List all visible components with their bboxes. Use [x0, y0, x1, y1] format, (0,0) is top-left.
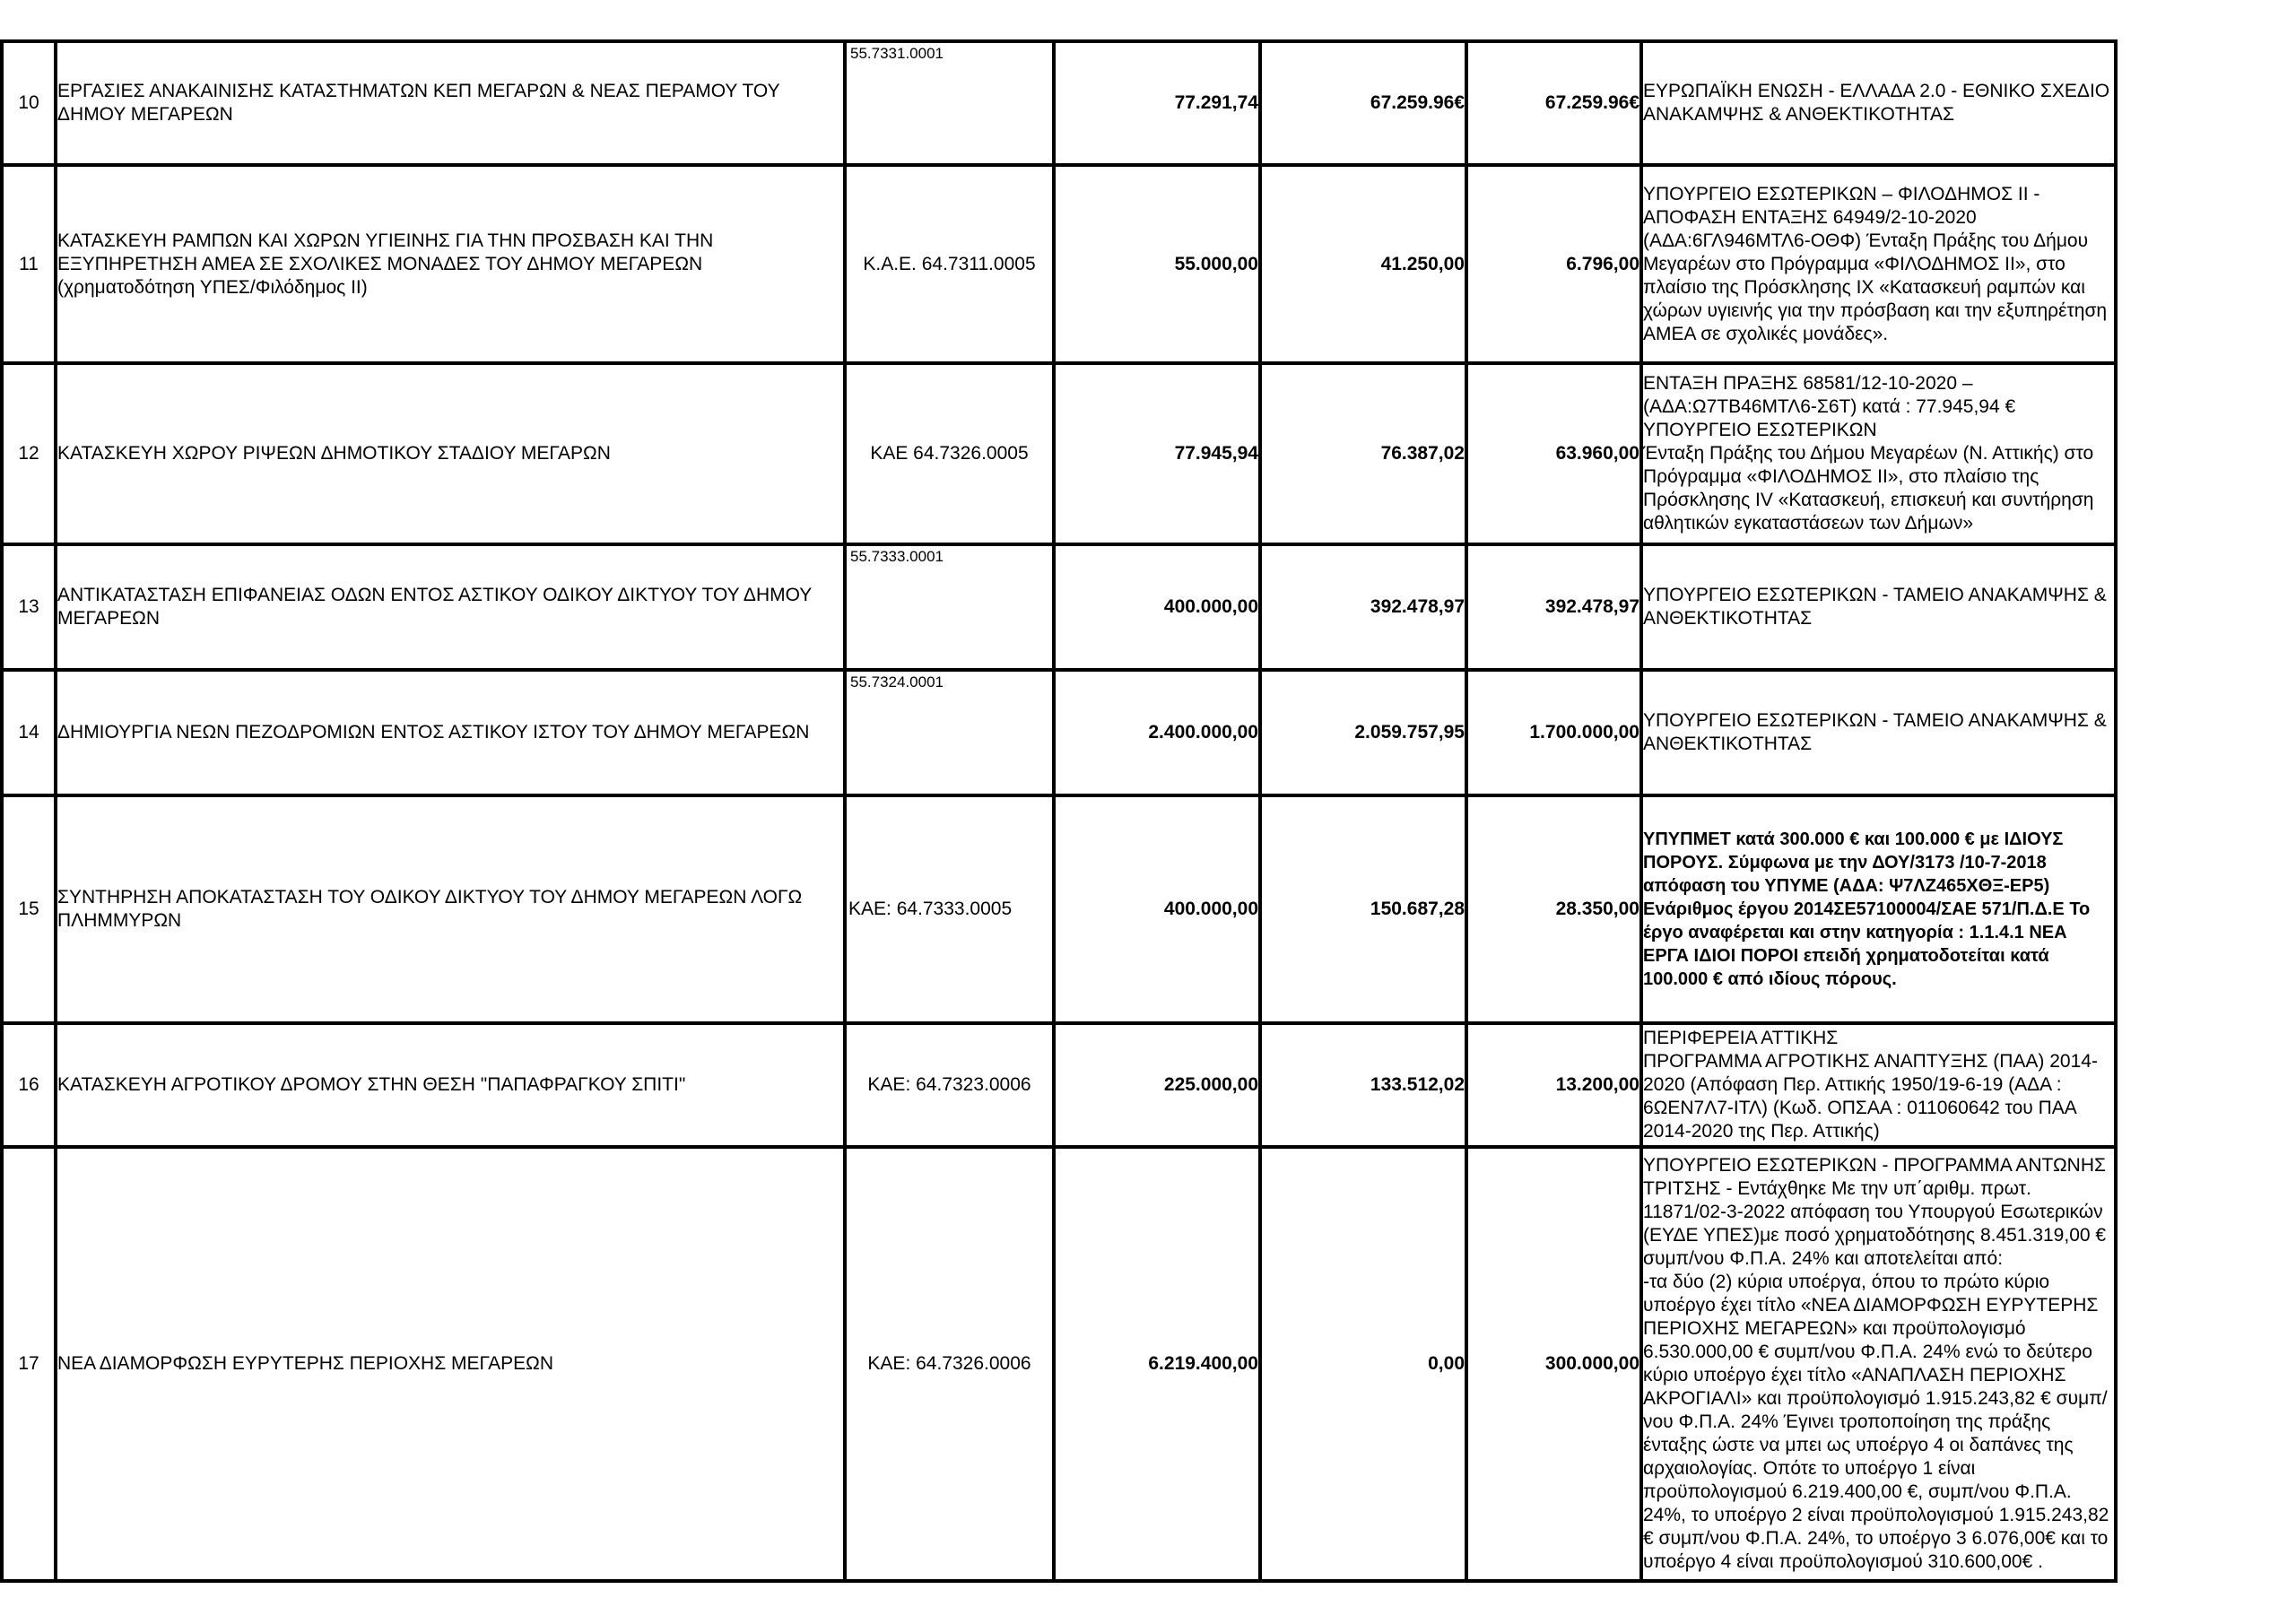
- budget-amount: 6.219.400,00: [1054, 1147, 1260, 1581]
- contract-amount: 2.059.757,95: [1260, 670, 1466, 795]
- budget-amount: 55.000,00: [1054, 165, 1260, 363]
- payment-amount: 63.960,00: [1466, 363, 1641, 544]
- funding-source: ΥΠΥΠΜΕΤ κατά 300.000 € και 100.000 € με ΙΔΙΟΥΣ ΠΟΡΟΥΣ. Σύμφωνα με την ΔΟΥ/3173 /10-7-2018 απόφαση του ΥΠΥΜΕ (ΑΔΑ: Ψ7ΛΖ465ΧΘΞ-ΕΡ5) Ενάριθμος έργου 2014ΣΕ57100004/ΣΑΕ 571/Π.Δ.Ε Το έργο αναφέρεται και στην κατηγορία : 1.1.4.1 ΝΕΑ ΕΡΓΑ ΙΔΙΟΙ ΠΟΡΟΙ επειδή χρηματοδοτείται κατά 100.000 € από ιδίους πόρους.: [1641, 795, 2116, 1023]
- row-number: 10: [2, 41, 56, 165]
- row-number: 11: [2, 165, 56, 363]
- contract-amount: 67.259.96€: [1260, 41, 1466, 165]
- funding-source: ΥΠΟΥΡΓΕΙΟ ΕΣΩΤΕΡΙΚΩΝ - ΠΡΟΓΡΑΜΜΑ ΑΝΤΩΝΗΣ ΤΡΙΤΣΗΣ - Εντάχθηκε Με την υπ΄αριθμ. πρωτ. 11871/02-3-2022 απόφαση του Υπουργού Εσωτερικών (ΕΥΔΕ ΥΠΕΣ)με ποσό χρηματοδότησης 8.451.319,00 € συμπ/νου Φ.Π.Α. 24% και αποτελείται από: -τα δύο (2) κύρια υποέργα, όπου το πρώτο κύριο υποέργο έχει τίτλο «ΝΕΑ ΔΙΑΜΟΡΦΩΣΗ ΕΥΡΥΤΕΡΗΣ ΠΕΡΙΟΧΗΣ ΜΕΓΑΡΕΩΝ» και προϋπολογισμό 6.530.000,00 € συμπ/νου Φ.Π.Α. 24% ενώ το δεύτερο κύριο υποέργο έχει τίτλο «ΑΝΑΠΛΑΣΗ ΠΕΡΙΟΧΗΣ ΑΚΡΟΓΙΑΛΙ» και προϋπολογισμό 1.915.243,82 € συμπ/νου Φ.Π.Α. 24% Έγινει τροποποίηση της πράξης ένταξης ώστε να μπει ως υποέργο 4 οι δαπάνες της αρχαιολογίας. Οπότε το υποέργο 1 είναι προϋπολογισμού 6.219.400,00 €, συμπ/νου Φ.Π.Α. 24%, το υποέργο 2 είναι προϋπολογισμού 1.915.243,82 € συμπ/νου Φ.Π.Α. 24%, το υποέργο 3 6.076,00€ και το υποέργο 4 είναι προϋπολογισμού 310.600,00€ .: [1641, 1147, 2116, 1581]
- contract-amount: 392.478,97: [1260, 544, 1466, 670]
- funding-source: ΠΕΡΙΦΕΡΕΙΑ ΑΤΤΙΚΗΣ ΠΡΟΓΡΑΜΜΑ ΑΓΡΟΤΙΚΗΣ ΑΝΑΠΤΥΞΗΣ (ΠΑΑ) 2014-2020 (Απόφαση Περ. Αττικής 1950/19-6-19 (ΑΔΑ : 6ΩΕΝ7Λ7-ΙΤΛ) (Κωδ. ΟΠΣΑΑ : 011060642 του ΠΑΑ 2014-2020 της Περ. Αττικής): [1641, 1023, 2116, 1147]
- kae-code: 55.7324.0001: [845, 670, 1054, 795]
- table-row: [2, 363, 2116, 544]
- projects-table: [0, 39, 2118, 1583]
- row-number: 17: [2, 1147, 56, 1581]
- contract-amount: 76.387,02: [1260, 363, 1466, 544]
- project-title: ΣΥΝΤΗΡΗΣΗ ΑΠΟΚΑΤΑΣΤΑΣΗ ΤΟΥ ΟΔΙΚΟΥ ΔΙΚΤΥΟΥ ΤΟΥ ΔΗΜΟΥ ΜΕΓΑΡΕΩΝ ΛΟΓΩ ΠΛΗΜΜΥΡΩΝ: [56, 795, 845, 1023]
- funding-source: ΥΠΟΥΡΓΕΙΟ ΕΣΩΤΕΡΙΚΩΝ - ΤΑΜΕΙΟ ΑΝΑΚΑΜΨΗΣ & ΑΝΘΕΚΤΙΚΟΤΗΤΑΣ: [1641, 670, 2116, 795]
- kae-code: ΚΑΕ: 64.7333.0005: [845, 795, 1054, 1023]
- kae-code: 55.7331.0001: [845, 41, 1054, 165]
- kae-code: ΚΑΕ 64.7326.0005: [845, 363, 1054, 544]
- contract-amount: 0,00: [1260, 1147, 1466, 1581]
- table-row: [2, 670, 2116, 795]
- table-row: [2, 41, 2116, 165]
- table-row: [2, 544, 2116, 670]
- row-number: 16: [2, 1023, 56, 1147]
- budget-amount: 400.000,00: [1054, 795, 1260, 1023]
- row-number: 15: [2, 795, 56, 1023]
- project-title: ΚΑΤΑΣΚΕΥΗ ΧΩΡΟΥ ΡΙΨΕΩΝ ΔΗΜΟΤΙΚΟΥ ΣΤΑΔΙΟΥ ΜΕΓΑΡΩΝ: [56, 363, 845, 544]
- project-title: ΕΡΓΑΣΙΕΣ ΑΝΑΚΑΙΝΙΣΗΣ ΚΑΤΑΣΤΗΜΑΤΩΝ ΚΕΠ ΜΕΓΑΡΩΝ & ΝΕΑΣ ΠΕΡΑΜΟΥ ΤΟΥ ΔΗΜΟΥ ΜΕΓΑΡΕΩΝ: [56, 41, 845, 165]
- payment-amount: 1.700.000,00: [1466, 670, 1641, 795]
- project-title: ΔΗΜΙΟΥΡΓΙΑ ΝΕΩΝ ΠΕΖΟΔΡΟΜΙΩΝ ΕΝΤΟΣ ΑΣΤΙΚΟΥ ΙΣΤΟΥ ΤΟΥ ΔΗΜΟΥ ΜΕΓΑΡΕΩΝ: [56, 670, 845, 795]
- contract-amount: 150.687,28: [1260, 795, 1466, 1023]
- row-number: 14: [2, 670, 56, 795]
- budget-amount: 225.000,00: [1054, 1023, 1260, 1147]
- payment-amount: 300.000,00: [1466, 1147, 1641, 1581]
- budget-amount: 77.291,74: [1054, 41, 1260, 165]
- row-number: 13: [2, 544, 56, 670]
- contract-amount: 41.250,00: [1260, 165, 1466, 363]
- funding-source: ΕΥΡΩΠΑΪΚΗ ΕΝΩΣΗ - ΕΛΛΑΔΑ 2.0 - ΕΘΝΙΚΟ ΣΧΕΔΙΟ ΑΝΑΚΑΜΨΗΣ & ΑΝΘΕΚΤΙΚΟΤΗΤΑΣ: [1641, 41, 2116, 165]
- kae-code: Κ.Α.Ε. 64.7311.0005: [845, 165, 1054, 363]
- budget-amount: 400.000,00: [1054, 544, 1260, 670]
- funding-source: ΕΝΤΑΞΗ ΠΡΑΞΗΣ 68581/12-10-2020 – (ΑΔΑ:Ω7ΤΒ46ΜΤΛ6-Σ6Τ) κατά : 77.945,94 € ΥΠΟΥΡΓΕΙΟ ΕΣΩΤΕΡΙΚΩΝ Ένταξη Πράξης του Δήμου Μεγαρέων (Ν. Αττικής) στο Πρόγραμμα «ΦΙΛΟΔΗΜΟΣ ΙΙ», στο πλαίσιο της Πρόσκλησης IV «Κατασκευή, επισκευή και συντήρηση αθλητικών εγκαταστάσεων των Δήμων»: [1641, 363, 2116, 544]
- table-row: [2, 1023, 2116, 1147]
- table-row: [2, 165, 2116, 363]
- kae-code: 55.7333.0001: [845, 544, 1054, 670]
- payment-amount: 67.259.96€: [1466, 41, 1641, 165]
- payment-amount: 392.478,97: [1466, 544, 1641, 670]
- payment-amount: 13.200,00: [1466, 1023, 1641, 1147]
- budget-amount: 77.945,94: [1054, 363, 1260, 544]
- budget-amount: 2.400.000,00: [1054, 670, 1260, 795]
- project-title: ΑΝΤΙΚΑΤΑΣΤΑΣΗ ΕΠΙΦΑΝΕΙΑΣ ΟΔΩΝ ΕΝΤΟΣ ΑΣΤΙΚΟΥ ΟΔΙΚΟΥ ΔΙΚΤΥΟΥ ΤΟΥ ΔΗΜΟΥ ΜΕΓΑΡΕΩΝ: [56, 544, 845, 670]
- row-number: 12: [2, 363, 56, 544]
- table-row: [2, 1147, 2116, 1581]
- kae-code: ΚΑΕ: 64.7323.0006: [845, 1023, 1054, 1147]
- project-title: ΚΑΤΑΣΚΕΥΗ ΡΑΜΠΩΝ ΚΑΙ ΧΩΡΩΝ ΥΓΙΕΙΝΗΣ ΓΙΑ ΤΗΝ ΠΡΟΣΒΑΣΗ ΚΑΙ ΤΗΝ ΕΞΥΠΗΡΕΤΗΣΗ ΑΜΕΑ ΣΕ ΣΧΟΛΙΚΕΣ ΜΟΝΑΔΕΣ ΤΟΥ ΔΗΜΟΥ ΜΕΓΑΡΕΩΝ (χρηματοδότηση ΥΠΕΣ/Φιλόδημος ΙΙ): [56, 165, 845, 363]
- table-row: [2, 795, 2116, 1023]
- project-title: ΝΕΑ ΔΙΑΜΟΡΦΩΣΗ ΕΥΡΥΤΕΡΗΣ ΠΕΡΙΟΧΗΣ ΜΕΓΑΡΕΩΝ: [56, 1147, 845, 1581]
- funding-source: ΥΠΟΥΡΓΕΙΟ ΕΣΩΤΕΡΙΚΩΝ - ΤΑΜΕΙΟ ΑΝΑΚΑΜΨΗΣ & ΑΝΘΕΚΤΙΚΟΤΗΤΑΣ: [1641, 544, 2116, 670]
- payment-amount: 6.796,00: [1466, 165, 1641, 363]
- funding-source: ΥΠΟΥΡΓΕΙΟ ΕΣΩΤΕΡΙΚΩΝ – ΦΙΛΟΔΗΜΟΣ ΙΙ - ΑΠΟΦΑΣΗ ΕΝΤΑΞΗΣ 64949/2-10-2020 (ΑΔΑ:6ΓΛ946ΜΤΛ6-ΟΘΦ) Ένταξη Πράξης του Δήμου Μεγαρέων στο Πρόγραμμα «ΦΙΛΟΔΗΜΟΣ ΙΙ», στο πλαίσιο της Πρόσκλησης ΙΧ «Κατασκευή ραμπών και χώρων υγιεινής για την πρόσβαση και την εξυπηρέτηση ΑΜΕΑ σε σχολικές μονάδες».: [1641, 165, 2116, 363]
- kae-code: ΚΑΕ: 64.7326.0006: [845, 1147, 1054, 1581]
- project-title: ΚΑΤΑΣΚΕΥΗ ΑΓΡΟΤΙΚΟΥ ΔΡΟΜΟΥ ΣΤΗΝ ΘΕΣΗ "ΠΑΠΑΦΡΑΓΚΟΥ ΣΠΙΤΙ": [56, 1023, 845, 1147]
- contract-amount: 133.512,02: [1260, 1023, 1466, 1147]
- payment-amount: 28.350,00: [1466, 795, 1641, 1023]
